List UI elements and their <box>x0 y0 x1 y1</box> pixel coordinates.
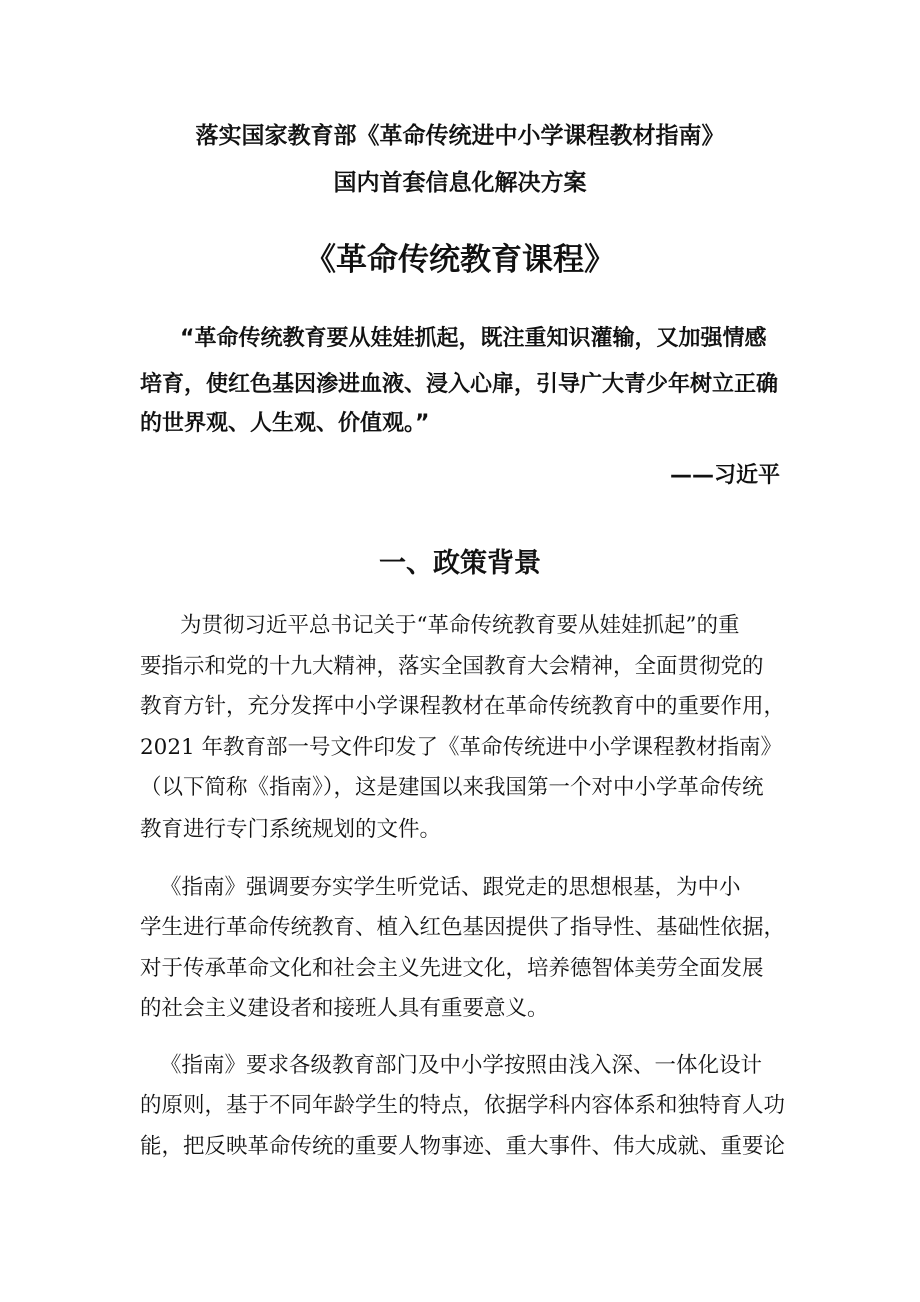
paragraph-2-line-3: 对于传承革命文化和社会主义先进文化，培养德智体美劳全面发展 <box>140 956 764 981</box>
section-title: 一、政策背景 <box>379 548 541 579</box>
paragraph-3-line-3: 能，把反映革命传统的重要人物事迹、重大事件、伟大成就、重要论 <box>140 1134 786 1159</box>
paragraph-3-line-2: 的原则，基于不同年龄学生的特点，依据学科内容体系和独特育人功 <box>140 1093 786 1118</box>
paragraph-2-line-4: 的社会主义建设者和接班人具有重要意义。 <box>140 996 549 1021</box>
paragraph-1-line-3: 教育方针，充分发挥中小学课程教材在革命传统教育中的重要作用， <box>140 694 786 719</box>
paragraph-1-line-2: 要指示和党的十九大精神，落实全国教育大会精神，全面贯彻党的 <box>140 654 764 679</box>
quote-line-3: 的世界观、人生观、价值观。” <box>140 411 430 436</box>
quote-line-1: “革命传统教育要从娃娃抓起，既注重知识灌输，又加强情感 <box>180 326 767 351</box>
paragraph-3-line-1: 《指南》要求各级教育部门及中小学按照由浅入深、一体化设计 <box>160 1053 763 1078</box>
paragraph-2-line-1: 《指南》强调要夯实学生听党话、跟党走的思想根基，为中小 <box>160 875 741 900</box>
quote-author: ——习近平 <box>669 463 780 488</box>
header-line-2: 国内首套信息化解决方案 <box>333 170 587 196</box>
paragraph-1-line-4: 2021 年教育部一号文件印发了《革命传统进中小学课程教材指南》 <box>140 735 783 760</box>
quote-line-2: 培育，使红色基因渗进血液、浸入心扉，引导广大青少年树立正确 <box>140 372 779 397</box>
course-title: 《革命传统教育课程》 <box>305 242 615 278</box>
paragraph-1-line-6: 教育进行专门系统规划的文件。 <box>140 817 442 842</box>
paragraph-1-line-5: （以下简称《指南》），这是建国以来我国第一个对中小学革命传统 <box>140 775 764 800</box>
paragraph-2-line-2: 学生进行革命传统教育、植入红色基因提供了指导性、基础性依据， <box>140 915 786 940</box>
header-line-1: 落实国家教育部《革命传统进中小学课程教材指南》 <box>195 123 725 149</box>
paragraph-1-line-1: 为贯彻习近平总书记关于“革命传统教育要从娃娃抓起”的重 <box>180 613 740 638</box>
